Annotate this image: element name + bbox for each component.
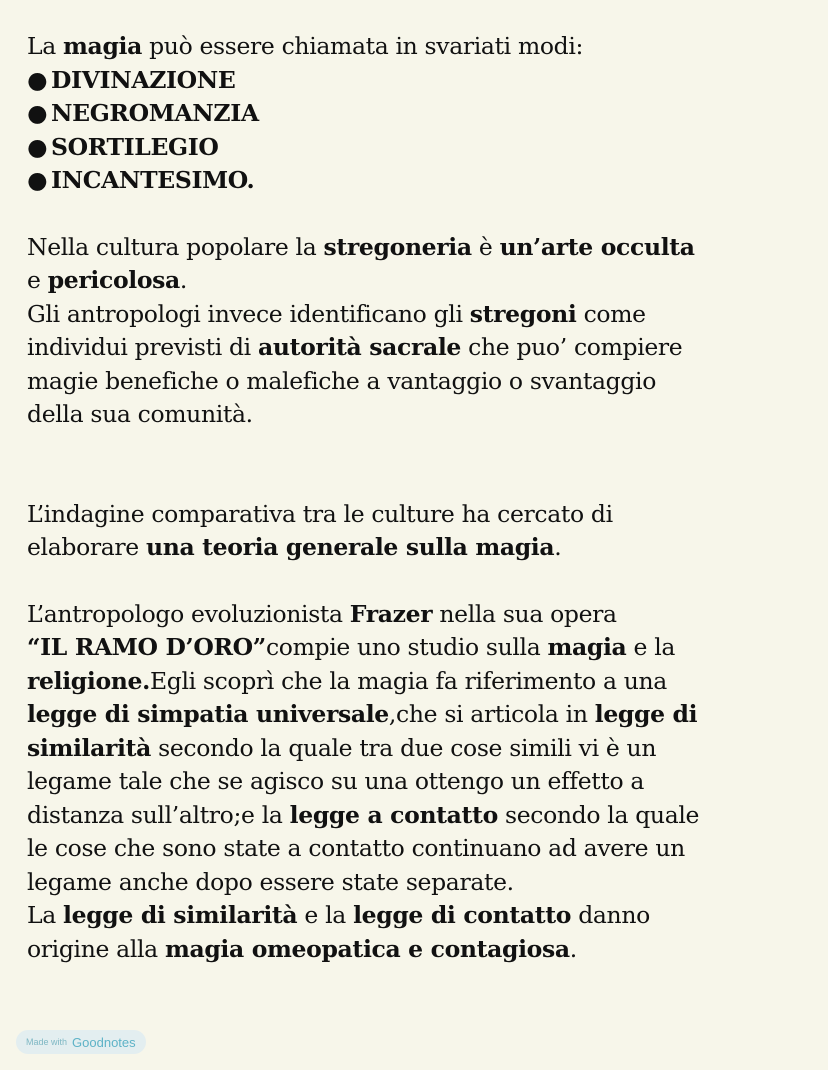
note-page xyxy=(27,30,817,966)
text: nella sua opera xyxy=(432,599,617,628)
bullet-label: NEGROMANZIA xyxy=(51,99,259,127)
paragraph-antropologi xyxy=(27,298,817,432)
text-line xyxy=(27,665,817,699)
text-line xyxy=(27,531,817,565)
bold-text: religione. xyxy=(27,666,150,695)
bullet-icon: ● xyxy=(27,99,48,127)
text: compie uno studio sulla xyxy=(265,633,548,661)
bold-text: pericolosa xyxy=(47,266,180,294)
text: distanza sull’altro;e la xyxy=(27,800,290,829)
bold-text: magia omeopatica e contagiosa xyxy=(164,934,570,963)
bullet-item xyxy=(27,164,817,198)
bold-text: “IL RAMO D’ORO” xyxy=(27,633,266,661)
bold-text: legge di simpatia universale xyxy=(27,700,389,728)
bold-text: un’arte occulta xyxy=(499,232,695,261)
text-line: legame tale che se agisco su una ottengo un effetto a xyxy=(27,767,645,795)
text-line: legame anche dopo essere state separate. xyxy=(27,867,514,896)
text-line xyxy=(27,698,817,732)
text-line xyxy=(27,799,817,833)
paragraph-indagine xyxy=(27,498,817,565)
text-line xyxy=(27,331,817,365)
bold-text: magia xyxy=(63,32,142,60)
text-line xyxy=(27,231,817,265)
made-with-goodnotes-badge[interactable] xyxy=(16,1030,146,1054)
text: . xyxy=(179,266,188,294)
text-line xyxy=(27,933,817,967)
text-line xyxy=(27,732,817,766)
bullet-item xyxy=(27,97,817,131)
text: La xyxy=(27,901,64,929)
bold-text: legge di similarità xyxy=(63,901,298,929)
bold-text: autorità sacrale xyxy=(257,333,462,361)
bullet-icon: ● xyxy=(27,65,48,94)
text-line xyxy=(27,598,817,632)
text-line xyxy=(27,631,817,665)
text: La xyxy=(27,32,64,60)
text: . xyxy=(554,533,562,561)
bullet-item xyxy=(27,64,817,98)
bullet-label: DIVINAZIONE xyxy=(51,65,236,94)
text-line: L’indagine comparativa tra le culture ha cercato di xyxy=(27,499,613,528)
text: Egli scoprì che la magia fa riferimento a una xyxy=(149,666,667,695)
text: è xyxy=(471,232,500,261)
bold-text: legge di contatto xyxy=(353,901,572,929)
intro-paragraph xyxy=(27,30,817,198)
text-line: magie benefiche o malefiche a vantaggio o svantaggio xyxy=(27,366,657,395)
text: e la xyxy=(626,633,676,661)
bullet-icon: ● xyxy=(27,132,48,161)
bold-text: stregoneria xyxy=(323,232,472,261)
text: secondo la quale xyxy=(497,800,700,829)
bullet-label: SORTILEGIO xyxy=(51,132,219,161)
text-line: della sua comunità. xyxy=(27,400,253,428)
text-line xyxy=(27,264,817,298)
text-line xyxy=(27,899,817,933)
bold-text: stregoni xyxy=(469,299,577,328)
text: elaborare xyxy=(27,533,146,561)
bold-text: legge di xyxy=(594,700,698,728)
intro-line xyxy=(27,30,817,64)
bold-text: magia xyxy=(547,633,627,661)
text: L’antropologo evoluzionista xyxy=(27,599,350,628)
text: e xyxy=(27,266,48,294)
bullet-label: INCANTESIMO. xyxy=(51,166,255,194)
bullet-icon: ● xyxy=(27,166,48,194)
bold-text: una teoria generale sulla magia xyxy=(145,533,555,561)
text: come xyxy=(576,299,646,328)
text: e la xyxy=(297,901,354,929)
made-with-label: Made with xyxy=(26,1037,68,1047)
bold-text: legge a contatto xyxy=(289,800,498,829)
text: Nella cultura popolare la xyxy=(27,232,324,261)
bullet-item xyxy=(27,131,817,165)
text: che puo’ compiere xyxy=(461,333,683,361)
text: origine alla xyxy=(27,934,165,963)
bold-text: similarità xyxy=(27,733,151,762)
text-line: le cose che sono state a contatto continuano ad avere un xyxy=(27,834,685,862)
bold-text: Frazer xyxy=(349,599,433,628)
paragraph-frazer xyxy=(27,598,817,967)
text: può essere chiamata in svariati modi: xyxy=(141,32,584,60)
text: danno xyxy=(571,901,650,929)
text: Gli antropologi invece identificano gli xyxy=(27,299,470,328)
text: secondo la quale tra due cose simili vi è un xyxy=(151,733,657,762)
text: . xyxy=(569,934,577,963)
goodnotes-logo: Goodnotes xyxy=(72,1034,136,1050)
text-line xyxy=(27,298,817,332)
paragraph-stregoneria xyxy=(27,231,817,298)
text: individui previsti di xyxy=(27,333,258,361)
text: ,che si articola in xyxy=(388,700,595,728)
